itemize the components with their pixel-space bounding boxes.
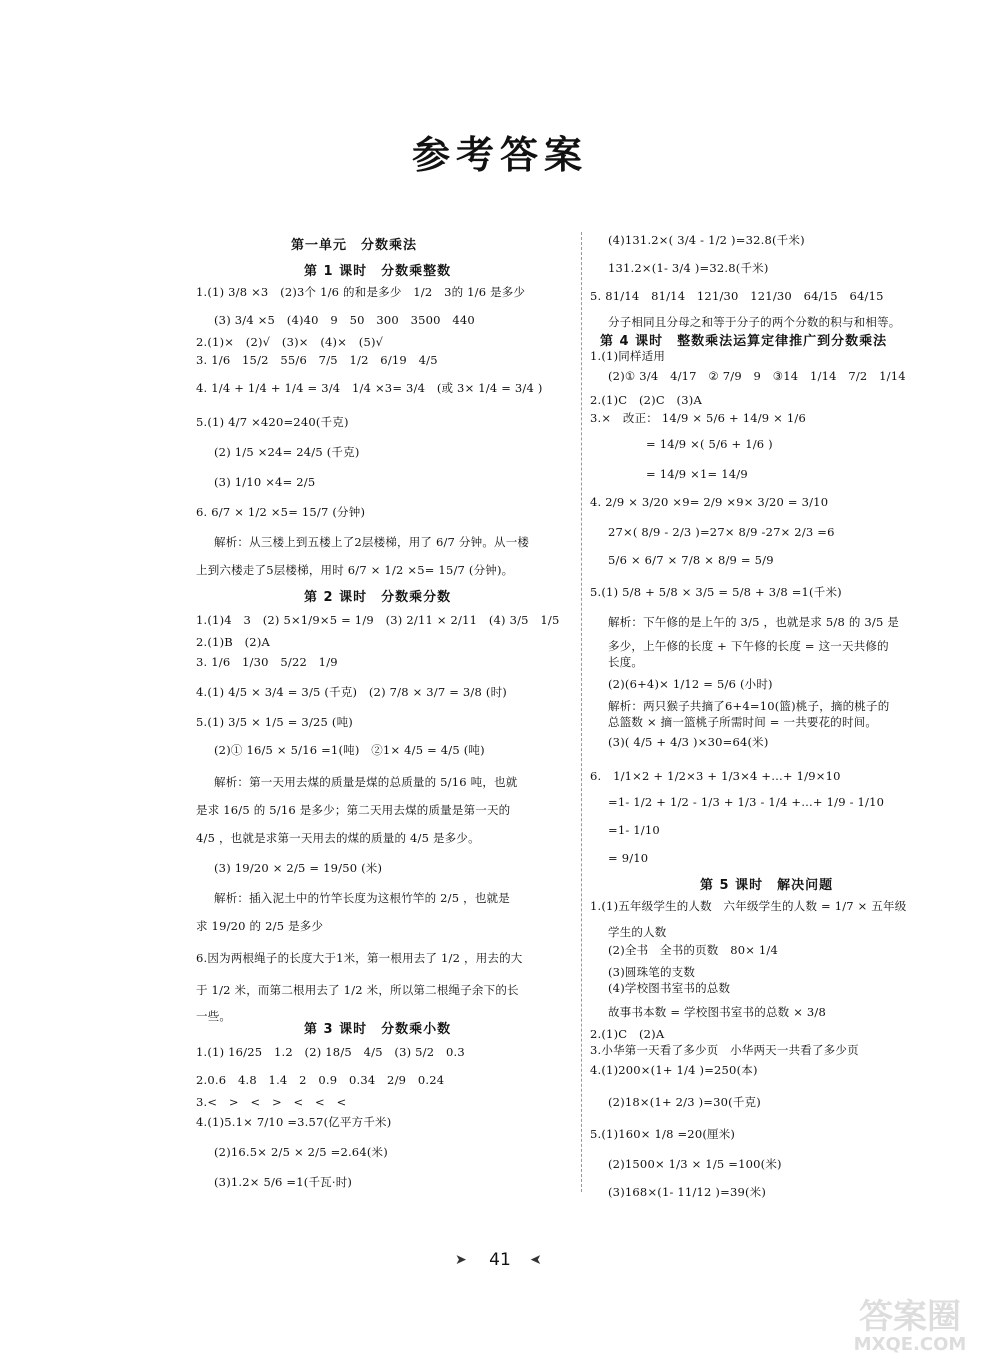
answer-line: = 14/9 ×1= 14/9 [646, 467, 748, 481]
answer-line: (4)131.2×( 3/4 - 1/2 )=32.8(千米) [608, 233, 805, 247]
answer-line: 2.(1)C (2)A [590, 1027, 665, 1041]
answer-line: =1- 1/10 [608, 823, 660, 837]
answer-line: 5/6 × 6/7 × 7/8 × 8/9 = 5/9 [608, 553, 774, 567]
answer-line: = 14/9 ×( 5/6 + 1/6 ) [646, 437, 773, 451]
answer-line: 5. 81/14 81/14 121/30 121/30 64/15 64/15 [590, 289, 884, 303]
answer-line: (3) 1/10 ×4= 2/5 [214, 475, 316, 489]
answer-line: (2)全书 全书的页数 80× 1/4 [608, 943, 779, 957]
answer-line: 4. 1/4 + 1/4 + 1/4 = 3/4 1/4 ×3= 3/4 (或 3× 1/4 = 3/4 ) [196, 381, 543, 395]
answer-line: 5.(1)160× 1/8 =20(厘米) [590, 1127, 736, 1141]
answer-line: 解析：两只猴子共摘了6+4=10(篮)桃子，摘的桃子的 [608, 699, 890, 713]
answer-line: 3.< > < > < < < [196, 1095, 347, 1109]
answer-line: 1.(1)五年级学生的人数 六年级学生的人数 = 1/7 × 五年级 [590, 899, 907, 913]
column-divider [581, 232, 582, 1192]
answer-line: (2)1500× 1/3 × 1/5 =100(米) [608, 1157, 782, 1171]
answer-line: 总篮数 × 摘一篮桃子所需时间 = 一共要花的时间。 [608, 715, 878, 729]
answer-line: 2.(1)× (2)√ (3)× (4)× (5)√ [196, 335, 384, 349]
answer-line: 解析：从三楼上到五楼上了2层楼梯，用了 6/7 分钟。从一楼 [214, 535, 530, 549]
svg-text:MXQE.COM: MXQE.COM [853, 1334, 967, 1354]
svg-text:答案圈: 答案圈 [859, 1297, 961, 1337]
answer-line: 5.(1) 4/7 ×420=240(千克) [196, 415, 349, 429]
answer-line: 6.因为两根绳子的长度大于1米，第一根用去了 1/2 ，用去的大 [196, 951, 523, 965]
answer-line: 27×( 8/9 - 2/3 )=27× 8/9 -27× 2/3 =6 [608, 525, 835, 539]
answer-line: 2.(1)B (2)A [196, 635, 271, 649]
answer-line: 求 19/20 的 2/5 是多少 [196, 919, 324, 933]
answer-line: 6. 6/7 × 1/2 ×5= 15/7 (分钟) [196, 505, 366, 519]
answer-line: 解析：第一天用去煤的质量是煤的总质量的 5/16 吨，也就 [214, 775, 518, 789]
answer-line: (3) 3/4 ×5 (4)40 9 50 300 3500 440 [214, 313, 475, 327]
answer-line: 于 1/2 米，而第二根用去了 1/2 米，所以第二根绳子余下的长 [196, 983, 519, 997]
answer-line: 分子相同且分母之和等于分子的两个分数的积与和相等。 [608, 315, 901, 329]
answer-line: (2)① 16/5 × 5/16 =1(吨) ②1× 4/5 = 4/5 (吨) [214, 743, 485, 757]
answer-line: (2)(6+4)× 1/12 = 5/6 (小时) [608, 677, 773, 691]
answer-line: (4)学校图书室书的总数 [608, 981, 731, 995]
lesson5-heading: 第 5 课时 解决问题 [700, 878, 834, 893]
answer-line: 5.(1) 3/5 × 1/5 = 3/25 (吨) [196, 715, 353, 729]
answer-line: 4.(1) 4/5 × 3/4 = 3/5 (千克) (2) 7/8 × 3/7 = 3/8 (时) [196, 685, 507, 699]
answer-line: 3. 1/6 1/30 5/22 1/9 [196, 655, 338, 669]
answer-line: 解析：下午修的是上午的 3/5 ，也就是求 5/8 的 3/5 是 [608, 615, 900, 629]
answer-line: 长度。 [608, 655, 644, 669]
answer-line: 4.(1)200×(1+ 1/4 )=250(本) [590, 1063, 758, 1077]
answer-line: 5.(1) 5/8 + 5/8 × 3/5 = 5/8 + 3/8 =1(千米) [590, 585, 842, 599]
answer-line: 3. 1/6 15/2 55/6 7/5 1/2 6/19 4/5 [196, 353, 438, 367]
answer-line: = 9/10 [608, 851, 649, 865]
answer-line: 3.小华第一天看了多少页 小华两天一共看了多少页 [590, 1043, 859, 1057]
answer-line: (2)16.5× 2/5 × 2/5 =2.64(米) [214, 1145, 388, 1159]
answer-line: 故事书本数 = 学校图书室书的总数 × 3/8 [608, 1005, 826, 1019]
answer-line: 131.2×(1- 3/4 )=32.8(千米) [608, 261, 769, 275]
lesson3-heading: 第 3 课时 分数乘小数 [304, 1022, 452, 1037]
answer-line: 4. 2/9 × 3/20 ×9= 2/9 ×9× 3/20 = 3/10 [590, 495, 829, 509]
answer-line: 4.(1)5.1× 7/10 =3.57(亿平方千米) [196, 1115, 392, 1129]
answer-line: 2.0.6 4.8 1.4 2 0.9 0.34 2/9 0.24 [196, 1073, 445, 1087]
lesson1-heading: 第 1 课时 分数乘整数 [304, 264, 452, 279]
answer-line: 解析：插入泥土中的竹竿长度为这根竹竿的 2/5 ，也就是 [214, 891, 510, 905]
lesson4-heading: 第 4 课时 整数乘法运算定律推广到分数乘法 [600, 334, 888, 349]
answer-line: (2)① 3/4 4/17 ② 7/9 9 ③14 1/14 7/2 1/14 [608, 369, 906, 383]
answer-line: 1.(1)4 3 (2) 5×1/9×5 = 1/9 (3) 2/11 × 2/11 (4) 3/5 1/5 [196, 613, 560, 627]
answer-line: 上到六楼走了5层楼梯，用时 6/7 × 1/2 ×5= 15/7 (分钟)。 [196, 563, 514, 577]
answer-line: 1.(1)同样适用 [590, 349, 666, 363]
answer-line: 2.(1)C (2)C (3)A [590, 393, 702, 407]
answer-line: 3.× 改正： 14/9 × 5/6 + 14/9 × 1/6 [590, 411, 806, 425]
answer-line: 1.(1) 3/8 ×3 (2)3个 1/6 的和是多少 1/2 3的 1/6 是多少 [196, 285, 526, 299]
answer-line: (3)1.2× 5/6 =1(千瓦·时) [214, 1175, 353, 1189]
unit-heading: 第一单元 分数乘法 [291, 238, 418, 253]
answer-line: (2)18×(1+ 2/3 )=30(千克) [608, 1095, 761, 1109]
answer-line: (3)圆珠笔的支数 [608, 965, 696, 979]
answer-line: 多少，上午修的长度 + 下午修的长度 = 这一天共修的 [608, 639, 889, 653]
answer-line: 学生的人数 [608, 925, 667, 939]
answer-line: 是求 16/5 的 5/16 是多少；第二天用去煤的质量是第一天的 [196, 803, 511, 817]
answer-line: (3) 19/20 × 2/5 = 19/50 (米) [214, 861, 383, 875]
page-title: 参考答案 [411, 133, 588, 177]
answer-line: 4/5 ，也就是求第一天用去的煤的质量的 4/5 是多少。 [196, 831, 480, 845]
page-arrow-left-icon: ➤ [530, 1252, 542, 1268]
page-arrow-right-icon: ➤ [455, 1252, 467, 1268]
answer-line: (3)( 4/5 + 4/3 )×30=64(米) [608, 735, 769, 749]
answer-line: 1.(1) 16/25 1.2 (2) 18/5 4/5 (3) 5/2 0.3 [196, 1045, 465, 1059]
answer-line: 6. 1/1×2 + 1/2×3 + 1/3×4 +…+ 1/9×10 [590, 769, 841, 783]
answer-line: (2) 1/5 ×24= 24/5 (千克) [214, 445, 360, 459]
answer-line: 一些。 [196, 1009, 232, 1023]
answer-line: =1- 1/2 + 1/2 - 1/3 + 1/3 - 1/4 +…+ 1/9 - 1/10 [608, 795, 885, 809]
answer-line: (3)168×(1- 11/12 )=39(米) [608, 1185, 767, 1199]
watermark-logo-icon [828, 1292, 993, 1354]
page-number: 41 [489, 1250, 511, 1270]
lesson2-heading: 第 2 课时 分数乘分数 [304, 590, 452, 605]
